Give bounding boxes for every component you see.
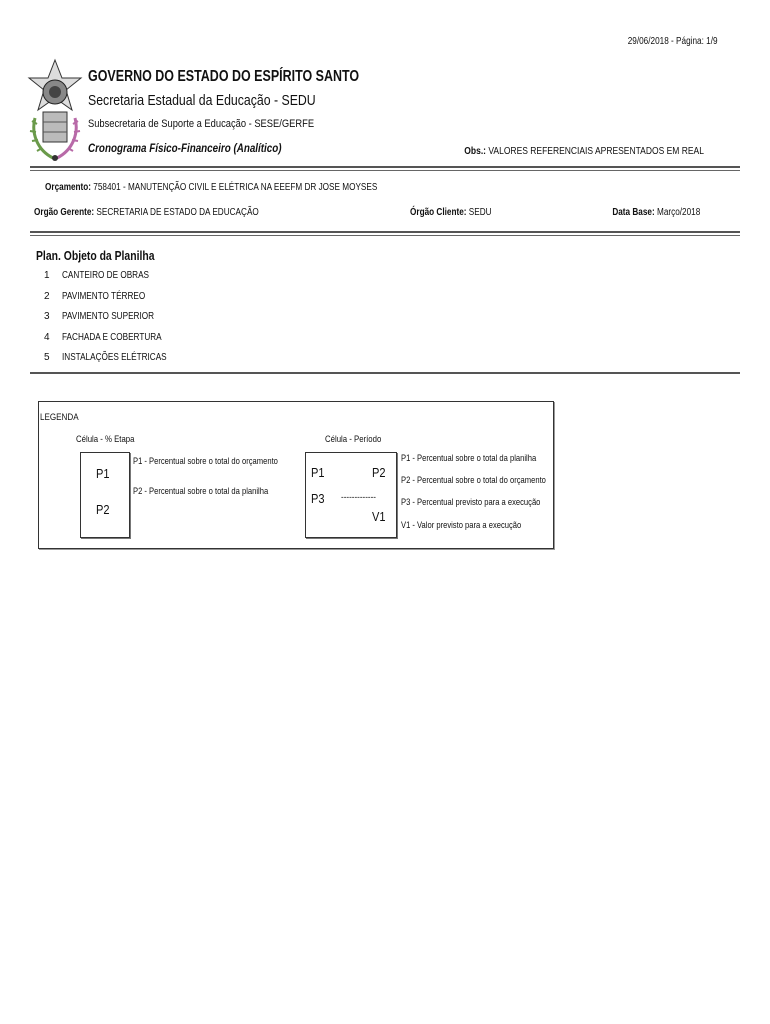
subsecretariat-title: Subsecretaria de Suporte a Educação - SESE/GERFE	[88, 118, 315, 130]
data-base-row	[612, 207, 700, 218]
periodo-p3: P3	[311, 491, 325, 506]
secretariat-title: Secretaria Estadual da Educação - SEDU	[88, 92, 316, 109]
report-title: Cronograma Físico-Financeiro (Analítico)	[88, 141, 282, 155]
etapa-p1: P1	[96, 466, 110, 481]
periodo-p1: P1	[311, 465, 325, 480]
info-divider	[30, 231, 740, 233]
list-item-name: INSTALAÇÕES ELÉTRICAS	[62, 352, 167, 363]
plan-header	[36, 248, 184, 263]
orcamento-row	[45, 182, 450, 193]
header-divider-thin	[30, 170, 740, 171]
obs-value: VALORES REFERENCIAIS APRESENTADOS EM REAL	[488, 146, 704, 157]
plan-number-header: Plan.	[36, 248, 61, 263]
info-divider-thin	[30, 235, 740, 236]
periodo-dashes: -------------	[341, 492, 376, 503]
etapa-desc-p2: P2 - Percentual sobre o total da planilha	[133, 486, 269, 497]
list-item-name: FACHADA E COBERTURA	[62, 332, 162, 343]
list-item: 1	[44, 270, 50, 281]
header-divider	[30, 166, 740, 168]
orcamento-value: 758401 - MANUTENÇÃO CIVIL E ELÉTRICA NA EEEFM DR JOSE MOYSES	[93, 182, 378, 193]
orgao-cliente-label: Órgão Cliente:	[410, 207, 467, 218]
page-info: 29/06/2018 - Página: 1/9	[628, 36, 718, 47]
orgao-cliente-row	[410, 207, 509, 218]
periodo-p2: P2	[372, 465, 386, 480]
periodo-heading: Célula - Período	[325, 434, 382, 445]
obs-label: Obs.:	[464, 146, 487, 157]
etapa-p2: P2	[96, 502, 110, 517]
orcamento-label: Orçamento:	[45, 182, 92, 193]
list-item: 4	[44, 332, 50, 343]
state-coat-of-arms-icon	[27, 58, 83, 166]
etapa-desc-p1: P1 - Percentual sobre o total do orçamento	[133, 456, 278, 467]
list-item: 2	[44, 291, 50, 302]
orgao-cliente-value: SEDU	[468, 207, 492, 218]
data-base-label: Data Base:	[612, 207, 655, 218]
plan-object-header: Objeto da Planilha	[63, 248, 155, 263]
orgao-gerente-label: Orgão Gerente:	[34, 207, 95, 218]
data-base-value: Março/2018	[656, 207, 700, 218]
periodo-desc-p2: P2 - Percentual sobre o total do orçamento	[401, 475, 546, 486]
government-title: GOVERNO DO ESTADO DO ESPÍRITO SANTO	[88, 68, 360, 85]
periodo-desc-p1: P1 - Percentual sobre o total da planilha	[401, 453, 537, 464]
list-item: 3	[44, 311, 50, 322]
etapa-heading: Célula - % Etapa	[76, 434, 135, 445]
list-item-name: PAVIMENTO SUPERIOR	[62, 311, 155, 322]
plans-divider	[30, 372, 740, 374]
list-item-name: PAVIMENTO TÉRREO	[62, 291, 146, 302]
periodo-v1: V1	[372, 509, 386, 524]
periodo-desc-v1: V1 - Valor previsto para a execução	[401, 520, 522, 531]
orgao-gerente-row	[34, 207, 308, 218]
etapa-cell	[80, 452, 130, 538]
orgao-gerente-value: SECRETARIA DE ESTADO DA EDUCAÇÃO	[96, 207, 259, 218]
legend-title: LEGENDA	[40, 412, 79, 423]
periodo-desc-p3: P3 - Percentual previsto para a execução	[401, 497, 541, 508]
list-item: 5	[44, 352, 50, 363]
list-item-name: CANTEIRO DE OBRAS	[62, 270, 150, 281]
observation	[464, 146, 704, 157]
